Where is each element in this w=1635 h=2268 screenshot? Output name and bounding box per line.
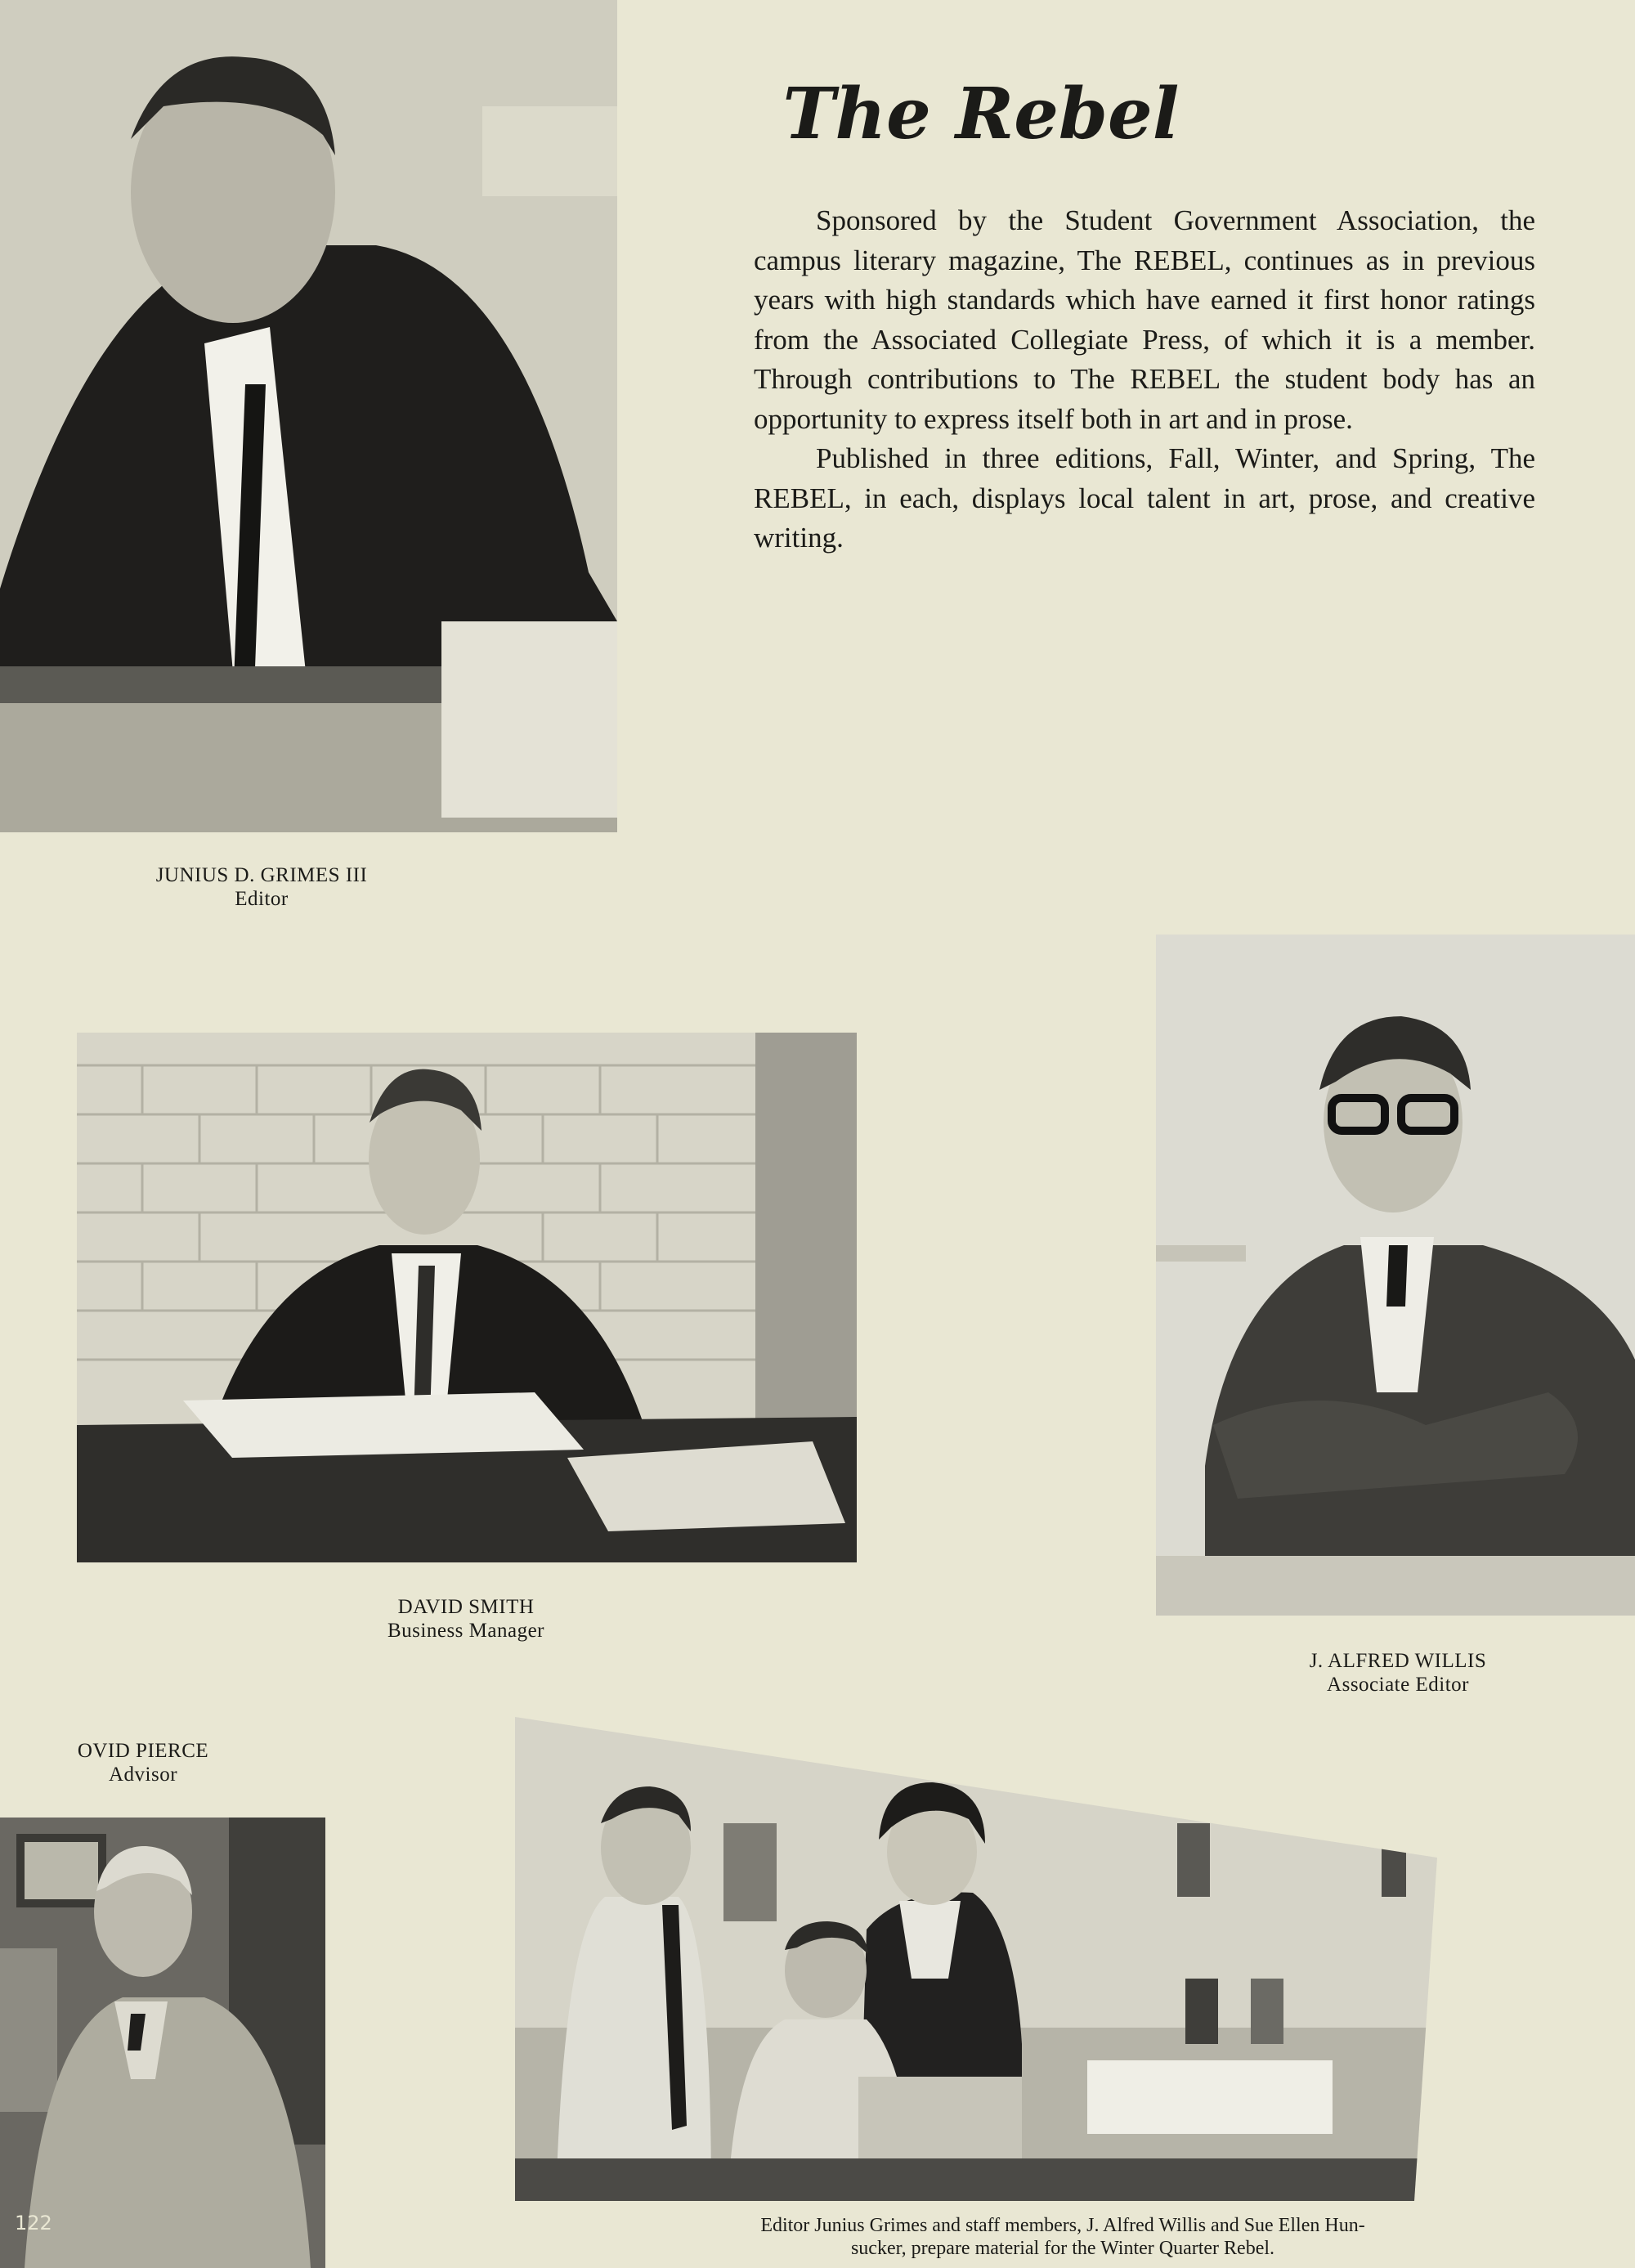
business-manager-caption bbox=[311, 1595, 621, 1643]
group-photo-caption bbox=[572, 2214, 1553, 2260]
editor-role: Editor bbox=[235, 888, 289, 910]
associate-editor-role: Associate Editor bbox=[1327, 1674, 1469, 1696]
advisor-caption bbox=[0, 1739, 286, 1786]
editor-name: JUNIUS D. GRIMES III bbox=[155, 864, 368, 886]
group-caption-line-1: Editor Junius Grimes and staff members, J. Alfred Willis and Sue Ellen Hun- bbox=[760, 2215, 1365, 2236]
advisor-name: OVID PIERCE bbox=[77, 1740, 209, 1762]
associate-editor-caption bbox=[1243, 1649, 1553, 1697]
advisor-role: Advisor bbox=[108, 1764, 178, 1786]
business-manager-role: Business Manager bbox=[387, 1620, 544, 1642]
associate-editor-name: J. ALFRED WILLIS bbox=[1309, 1650, 1487, 1672]
paragraph-1: Sponsored by the Student Government Association, the campus literary magazine, The REBEL, continues as in previous years with high standards which have earned it first honor ratings from the Associated Collegiate Press, of which it is a member. Through contributions to The REBEL the student body has an opportunity to express itself both in art and in prose. bbox=[754, 204, 1535, 435]
editor-caption bbox=[106, 863, 417, 911]
article-body bbox=[754, 201, 1535, 558]
paragraph-2: Published in three editions, Fall, Winter, and Spring, The REBEL, in each, displays local talent in art, prose, and creative writing. bbox=[754, 442, 1535, 554]
associate-editor-photo bbox=[1156, 935, 1635, 1616]
page-title: The Rebel bbox=[782, 73, 1180, 155]
business-manager-photo bbox=[77, 1033, 857, 1562]
page-number: 122 bbox=[15, 2212, 52, 2234]
advisor-photo bbox=[0, 1818, 325, 2268]
editor-photo bbox=[0, 0, 617, 832]
business-manager-name: DAVID SMITH bbox=[397, 1596, 535, 1618]
group-caption-line-2: sucker, prepare material for the Winter Quarter Rebel. bbox=[850, 2238, 1275, 2259]
group-photo bbox=[515, 1717, 1437, 2201]
